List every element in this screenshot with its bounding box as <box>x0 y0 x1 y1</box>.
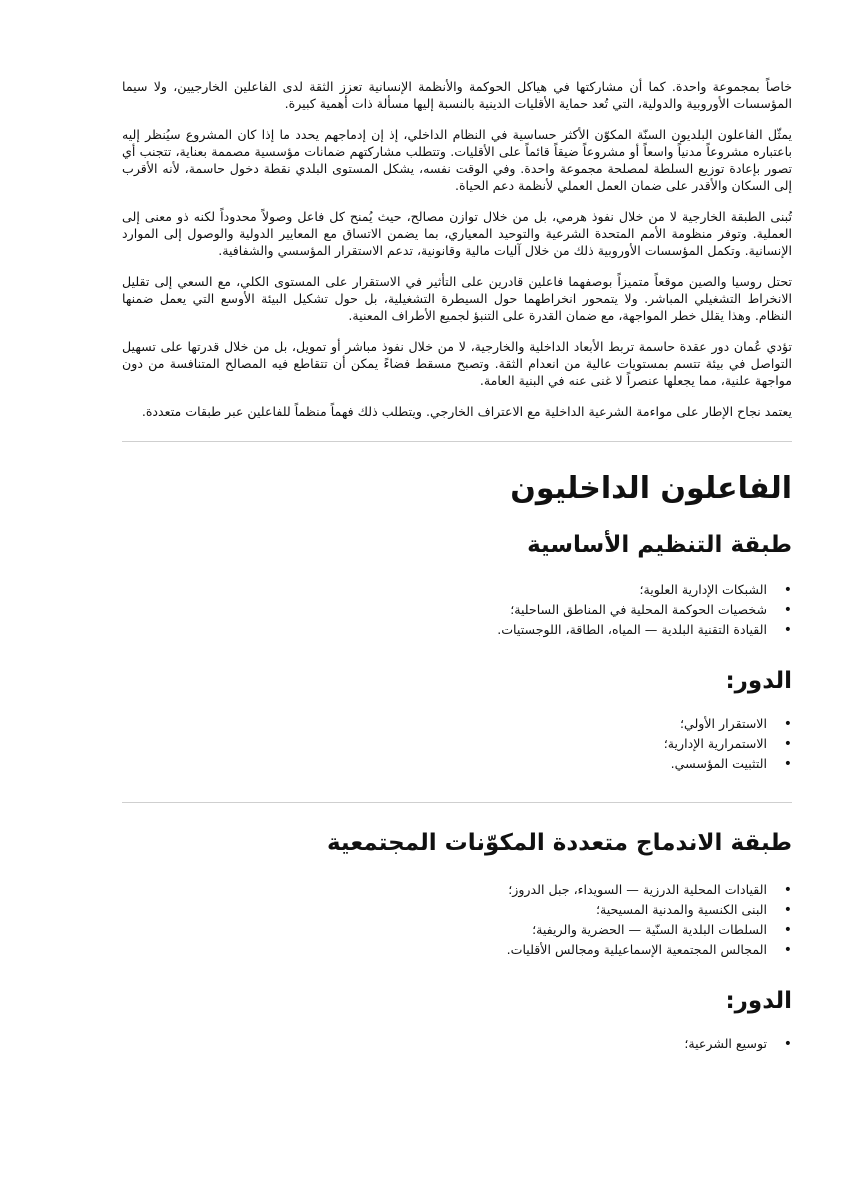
list-item: • شخصيات الحوكمة المحلية في المناطق الساحلية؛ <box>122 600 792 620</box>
layer1-role-list <box>122 714 792 774</box>
intro-paragraph: تحتل روسيا والصين موقعاً متميزاً بوصفهما فاعلين قادرين على التأثير في الاستقرار على المستوى الكلي، مع السعي إلى تقليل الانخراط التشغيلي المباشر. ولا يتمحور انخراطهما حول السيطرة التشغيلية، بل حول تشكيل البيئة الأوسع التي يعمل ضمنها النظام. وهذا يقلل خطر المواجهة، مع ضمان القدرة على التنبؤ لجميع الأطراف المعنية. <box>122 274 792 323</box>
layer2-role-title: الدور: <box>725 988 792 1014</box>
intro-paragraph: يمثّل الفاعلون البلديون السنّة المكوّن الأكثر حساسية في النظام الداخلي، إذ إن إدماجهم يحدد ما إذا كان المشروع سيُنظر إليه باعتباره مشروعاً مدنياً واسعاً أو مشروعاً ضيقاً قائماً على الأقليات. وتتطلب مشاركتهم ضمانات مؤسسية مصممة بعناية، تتجنب أي تصور بإعادة توزيع السلطة لمصلحة مجموعة واحدة. وفي الوقت نفسه، يشكل المستوى البلدي نقطة دخول حاسمة، لأنه الأقرب إلى السكان والأقدر على ضمان العمل العملي لأنظمة دعم الحياة. <box>122 127 792 193</box>
intro-paragraph: يعتمد نجاح الإطار على مواءمة الشرعية الداخلية مع الاعتراف الخارجي. ويتطلب ذلك فهماً منظماً للفاعلين عبر طبقات متعددة. <box>141 404 792 419</box>
list-item: • البنى الكنسية والمدنية المسيحية؛ <box>122 900 792 920</box>
layer2-title: طبقة الاندماج متعددة المكوّنات المجتمعية <box>326 830 792 856</box>
list-item: • التثبيت المؤسسي. <box>122 754 792 774</box>
list-item: • القيادات المحلية الدرزية — السويداء، جبل الدروز؛ <box>122 880 792 900</box>
list-item: • القيادة التقنية البلدية — المياه، الطاقة، اللوجستيات. <box>122 620 792 640</box>
list-item: • المجالس المجتمعية الإسماعيلية ومجالس الأقليات. <box>122 940 792 960</box>
intro-paragraph: تؤدي عُمان دور عقدة حاسمة تربط الأبعاد الداخلية والخارجية، لا من خلال نفوذ مباشر أو تمويل، بل من خلال قدرتها على تسهيل التواصل في بيئة تتسم بمستويات عالية من انعدام الثقة. وتصبح مسقط فضاءً يمكن أن تتقاطع فيه المصالح المتنافسة من دون مواجهة علنية، مما يجعلها عنصراً لا غنى عنه في البنية العامة. <box>122 339 792 388</box>
layer1-title: طبقة التنظيم الأساسية <box>527 532 792 558</box>
section-divider <box>122 802 792 803</box>
intro-paragraph: تُبنى الطبقة الخارجية لا من خلال نفوذ هرمي، بل من خلال توازن مصالح، حيث يُمنح كل فاعل وصولاً محدوداً لكنه ذو معنى إلى العملية. وتوفر منظومة الأمم المتحدة الشرعية والتوحيد المعياري، بما يضمن الاتساق مع المعايير الدولية والوصول إلى الموارد الإنسانية. وتكمل المؤسسات الأوروبية ذلك من خلال آليات مالية وقانونية، تدعم الاستقرار المؤسسي والشفافية. <box>122 209 792 258</box>
list-item: • السلطات البلدية السنّية — الحضرية والريفية؛ <box>122 920 792 940</box>
document-page <box>122 78 792 1054</box>
list-item: • الاستقرار الأولي؛ <box>122 714 792 734</box>
layer2-role-list <box>122 1034 792 1054</box>
section-title: الفاعلون الداخليون <box>510 471 792 506</box>
layer2-list <box>122 880 792 960</box>
layer1-role-title: الدور: <box>725 668 792 694</box>
list-item: • الاستمرارية الإدارية؛ <box>122 734 792 754</box>
layer1-list <box>122 580 792 640</box>
section-divider <box>122 441 792 442</box>
list-item: • الشبكات الإدارية العلوية؛ <box>122 580 792 600</box>
list-item: • توسيع الشرعية؛ <box>122 1034 792 1054</box>
intro-paragraph: خاصاً بمجموعة واحدة. كما أن مشاركتها في هياكل الحوكمة والأنظمة الإنسانية تعزز الثقة لدى الفاعلين الخارجيين، ولا سيما المؤسسات الأوروبية والدولية، التي تُعد حماية الأقليات الدينية بالنسبة إليها مسألة ذات أهمية كبيرة. <box>122 79 792 111</box>
